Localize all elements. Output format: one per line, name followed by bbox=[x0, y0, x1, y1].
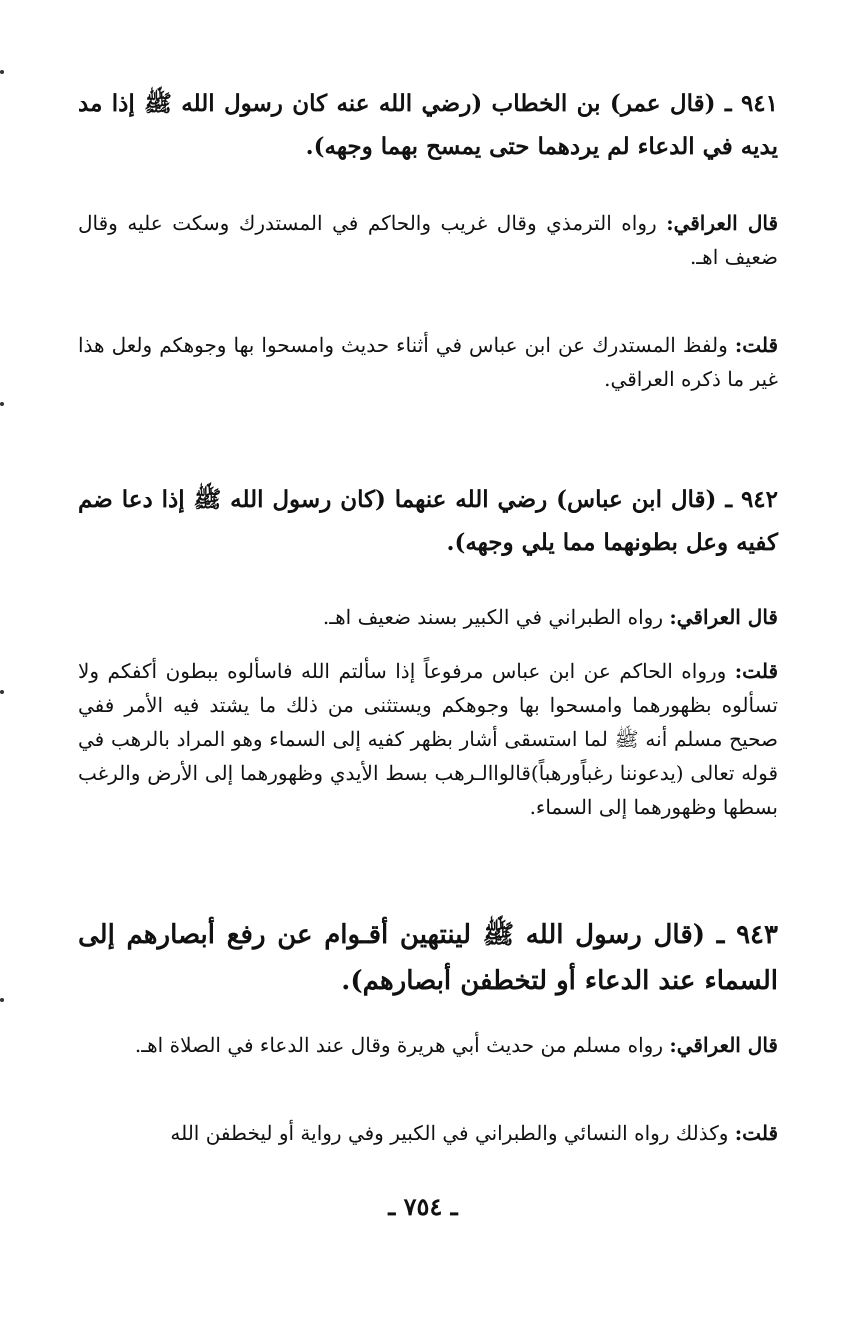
note-label: قال العراقي: bbox=[669, 605, 778, 629]
iraqi-note-942 bbox=[78, 600, 778, 634]
hadith-text: (قال رسول الله ﷺ لينتهين أقـوام عن رفع أبصارهم إلى السماء عند الدعاء أو لتخطفن أبصارهم). bbox=[78, 920, 778, 996]
qultu-note-941 bbox=[78, 328, 778, 396]
hadith-number: ٩٤٢ ـ bbox=[725, 486, 779, 513]
note-text: وكذلك رواه النسائي والطبراني في الكبير وفي رواية أو ليخطفن الله bbox=[170, 1121, 729, 1145]
hadith-text: (قال ابن عباس) رضي الله عنهما (كان رسول الله ﷺ إذا دعا ضم كفيه وعل بطونهما مما يلي وجهه). bbox=[78, 486, 778, 556]
note-text: رواه الطبراني في الكبير بسند ضعيف اهـ. bbox=[322, 605, 663, 629]
iraqi-note-943 bbox=[78, 1028, 778, 1062]
hadith-number: ٩٤٣ ـ bbox=[716, 920, 778, 950]
note-label: قلت: bbox=[734, 659, 778, 683]
hadith-text: (قال عمر) بن الخطاب (رضي الله عنه كان رسول الله ﷺ إذا مد يديه في الدعاء لم يردهما حتى يمسح بهما وجهه). bbox=[78, 90, 778, 160]
qultu-note-943 bbox=[78, 1116, 778, 1150]
hadith-941 bbox=[78, 82, 778, 168]
note-label: قلت: bbox=[734, 333, 779, 357]
iraqi-note-941 bbox=[78, 206, 778, 274]
qultu-note-942 bbox=[78, 654, 778, 824]
note-text: ولفظ المستدرك عن ابن عباس في أثناء حديث وامسحوا بها وجوهكم ولعل هذا غير ما ذكره العراقي. bbox=[78, 333, 778, 391]
page-body bbox=[78, 80, 778, 1280]
scan-mark-1 bbox=[0, 70, 4, 74]
note-label: قال العراقي: bbox=[666, 211, 779, 235]
note-label: قلت: bbox=[734, 1121, 778, 1145]
scan-mark-4 bbox=[0, 998, 4, 1002]
hadith-942 bbox=[78, 478, 778, 564]
hadith-number: ٩٤١ ـ bbox=[724, 90, 778, 117]
hadith-943 bbox=[78, 912, 778, 1004]
scan-mark-3 bbox=[0, 690, 4, 694]
page-number: ـ ٧٥٤ ـ bbox=[388, 1192, 458, 1221]
note-text: رواه الترمذي وقال غريب والحاكم في المستدرك وسكت عليه وقال ضعيف اهـ. bbox=[78, 211, 778, 269]
note-text: رواه مسلم من حديث أبي هريرة وقال عند الدعاء في الصلاة اهـ. bbox=[134, 1033, 663, 1057]
scan-mark-2 bbox=[0, 402, 4, 406]
note-text: ورواه الحاكم عن ابن عباس مرفوعاً إذا سألتم الله فاسألوه ببطون أكفكم ولا تسألوه بظهورهما وامسحوا بها وجوهكم ويستثنى من ذلك ما يشتد فيه الأمر ففي صحيح مسلم أنه ﷺ لما استسقى أشار بظهر كفيه إلى السماء وهو المراد بالرهب في قوله تعالى (يدعوننا رغباًورهباً)قالواالـرهب بسط الأيدي وظهورهما إلى الأرض والرغب بسطها وظهورهما إلى السماء. bbox=[78, 659, 779, 819]
note-label: قال العراقي: bbox=[669, 1033, 778, 1057]
